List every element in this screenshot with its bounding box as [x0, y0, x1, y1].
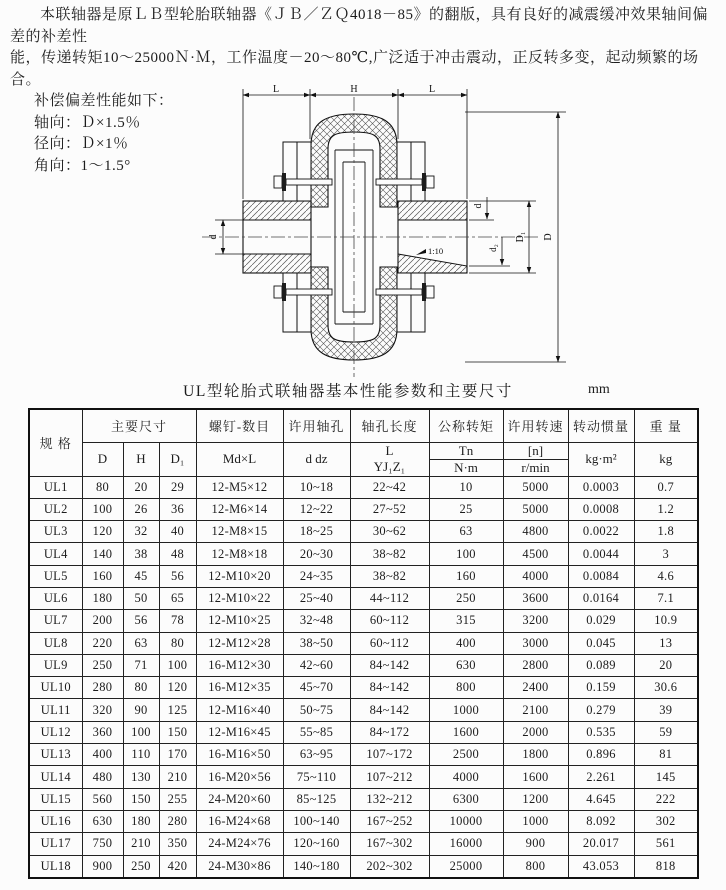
table-cell: 5000 — [503, 476, 568, 498]
table-cell: 80 — [123, 677, 159, 699]
table-cell: 100~140 — [283, 810, 350, 832]
table-cell: 32 — [123, 521, 159, 543]
table-cell: 0.089 — [568, 654, 634, 676]
table-row — [29, 810, 698, 832]
table-cell: 71 — [123, 654, 159, 676]
table-cell: 1600 — [503, 766, 568, 788]
table-cell: 222 — [634, 788, 698, 810]
table-cell: 75~110 — [283, 766, 350, 788]
table-row — [29, 788, 698, 810]
table-cell: 2.261 — [568, 766, 634, 788]
table-cell: 59 — [634, 721, 698, 743]
dim-label-d1: D₁ — [515, 231, 526, 243]
table-cell: 16-M12×35 — [196, 677, 283, 699]
table-cell: 170 — [159, 744, 196, 766]
table-cell: 12-M10×20 — [196, 565, 283, 587]
table-cell: 1000 — [429, 699, 503, 721]
table-cell: 420 — [159, 855, 196, 878]
col-header-speed: 许用转速 — [503, 409, 568, 442]
table-cell: UL12 — [29, 721, 82, 743]
centerlines — [202, 97, 538, 377]
table-cell: 900 — [82, 855, 123, 878]
table-cell: 12~22 — [283, 498, 350, 520]
table-cell: 800 — [429, 677, 503, 699]
table-cell: 55~85 — [283, 721, 350, 743]
taper-label: 1:10 — [428, 246, 444, 256]
table-cell: 50 — [123, 587, 159, 609]
table-cell: UL16 — [29, 810, 82, 832]
table-cell: 818 — [634, 855, 698, 878]
table-cell: 0.0008 — [568, 498, 634, 520]
table-cell: 38 — [123, 543, 159, 565]
table-unit: mm — [588, 382, 610, 397]
table-cell: 63 — [123, 632, 159, 654]
table-cell: 2000 — [503, 721, 568, 743]
table-cell: 60~112 — [350, 632, 429, 654]
table-cell: 107~212 — [350, 766, 429, 788]
table-cell: 255 — [159, 788, 196, 810]
table-row — [29, 587, 698, 609]
parameters-table — [28, 408, 699, 879]
table-cell: 25000 — [429, 855, 503, 878]
col-header-bore: 许用轴孔 — [283, 409, 350, 442]
table-row — [29, 677, 698, 699]
table-cell: 145 — [634, 766, 698, 788]
table-cell: 29 — [159, 476, 196, 498]
table-cell: 1.2 — [634, 498, 698, 520]
table-cell: 180 — [82, 587, 123, 609]
table-row — [29, 565, 698, 587]
table-cell: UL5 — [29, 565, 82, 587]
table-cell: 65 — [159, 587, 196, 609]
table-cell: 30~62 — [350, 521, 429, 543]
table-cell: UL11 — [29, 699, 82, 721]
table-cell: 302 — [634, 810, 698, 832]
table-cell: 120 — [82, 521, 123, 543]
table-cell: 24-M20×60 — [196, 788, 283, 810]
table-cell: 80 — [159, 632, 196, 654]
table-cell: 24-M30×86 — [196, 855, 283, 878]
table-cell: 900 — [503, 833, 568, 855]
weight-unit: kg — [634, 442, 698, 476]
table-cell: 4800 — [503, 521, 568, 543]
table-cell: UL3 — [29, 521, 82, 543]
table-cell: 280 — [82, 677, 123, 699]
table-cell: 120 — [159, 677, 196, 699]
table-row — [29, 610, 698, 632]
table-cell: 18~25 — [283, 521, 350, 543]
table-cell: 480 — [82, 766, 123, 788]
col-header-inertia: 转动惯量 — [568, 409, 634, 442]
table-cell: 84~142 — [350, 677, 429, 699]
table-cell: 220 — [82, 632, 123, 654]
table-cell: 561 — [634, 833, 698, 855]
table-cell: 16000 — [429, 833, 503, 855]
table-cell: 10000 — [429, 810, 503, 832]
table-cell: 280 — [159, 810, 196, 832]
table-cell: 0.0164 — [568, 587, 634, 609]
intro-line-1: 本联轴器是原ＬＢ型轮胎联轴器《ＪＢ／ＺＱ4018－85》的翻版，具有良好的减震缓冲效果轴间偏差的补差性 — [10, 7, 709, 45]
table-cell: 24~35 — [283, 565, 350, 587]
table-cell: 20.017 — [568, 833, 634, 855]
table-cell: 12-M16×40 — [196, 699, 283, 721]
compensation-title: 补偿偏差性能如下： — [34, 93, 174, 109]
table-cell: 110 — [123, 744, 159, 766]
table-cell: 12-M10×22 — [196, 587, 283, 609]
table-cell: UL14 — [29, 766, 82, 788]
inertia-unit: kg·m² — [568, 442, 634, 476]
col-header-weight: 重 量 — [634, 409, 698, 442]
table-cell: 3 — [634, 543, 698, 565]
table-cell: 5000 — [503, 498, 568, 520]
table-cell: 167~302 — [350, 833, 429, 855]
intro-line-2: 能，传递转矩10～25000Ｎ·Ｍ，工作温度－20～80℃,广泛适于冲击震动，正反转多变，起动频繁的场合。 — [10, 50, 699, 88]
table-cell: 81 — [634, 744, 698, 766]
dim-label-d2: d₂ — [488, 244, 498, 252]
table-cell: UL15 — [29, 788, 82, 810]
table-row — [29, 654, 698, 676]
table-cell: UL18 — [29, 855, 82, 878]
table-cell: 0.159 — [568, 677, 634, 699]
table-cell: 210 — [123, 833, 159, 855]
torque-symbol: Tn — [429, 442, 503, 459]
table-cell: UL13 — [29, 744, 82, 766]
table-cell: 80 — [82, 476, 123, 498]
table-cell: UL6 — [29, 587, 82, 609]
table-cell: 400 — [82, 744, 123, 766]
coupling-section-drawing — [180, 85, 620, 385]
compensation-radial: 径向：Ｄ×1％ — [34, 136, 129, 152]
table-cell: 26 — [123, 498, 159, 520]
table-cell: 560 — [82, 788, 123, 810]
table-cell: 2400 — [503, 677, 568, 699]
table-cell: 32~48 — [283, 610, 350, 632]
table-cell: 16-M20×56 — [196, 766, 283, 788]
dim-label-l-left: L — [272, 85, 280, 95]
table-cell: 150 — [159, 721, 196, 743]
table-cell: 25 — [429, 498, 503, 520]
table-cell: 360 — [82, 721, 123, 743]
table-cell: 0.896 — [568, 744, 634, 766]
dim-label-d-left: d — [208, 234, 219, 240]
table-cell: 0.0022 — [568, 521, 634, 543]
table-cell: 6300 — [429, 788, 503, 810]
col-header-screws: 螺钉-数目 — [196, 409, 283, 442]
table-cell: 750 — [82, 833, 123, 855]
table-cell: 0.045 — [568, 632, 634, 654]
col-header-d: D — [82, 442, 123, 476]
col-header-bore-sub: d dz — [283, 442, 350, 476]
table-cell: UL2 — [29, 498, 82, 520]
table-cell: 39 — [634, 699, 698, 721]
table-cell: 2100 — [503, 699, 568, 721]
table-cell: 38~82 — [350, 543, 429, 565]
table-cell: 45 — [123, 565, 159, 587]
table-cell: 12-M16×45 — [196, 721, 283, 743]
table-cell: 100 — [429, 543, 503, 565]
table-cell: 60~112 — [350, 610, 429, 632]
table-cell: 56 — [159, 565, 196, 587]
table-cell: 8.092 — [568, 810, 634, 832]
table-cell: 43.053 — [568, 855, 634, 878]
table-cell: 132~212 — [350, 788, 429, 810]
table-cell: 16-M16×50 — [196, 744, 283, 766]
table-cell: UL7 — [29, 610, 82, 632]
table-cell: 160 — [429, 565, 503, 587]
table-cell: 12-M12×28 — [196, 632, 283, 654]
table-cell: 12-M8×15 — [196, 521, 283, 543]
table-cell: UL1 — [29, 476, 82, 498]
table-cell: 40 — [159, 521, 196, 543]
dim-label-d-right: d — [473, 203, 484, 209]
col-header-d1: D₁ — [159, 442, 196, 476]
table-cell: 3000 — [503, 632, 568, 654]
table-cell: 0.7 — [634, 476, 698, 498]
table-cell: 2800 — [503, 654, 568, 676]
dim-label-l-right: L — [428, 85, 436, 95]
table-cell: 3200 — [503, 610, 568, 632]
table-cell: 16-M24×68 — [196, 810, 283, 832]
table-cell: 25~40 — [283, 587, 350, 609]
table-cell: 1200 — [503, 788, 568, 810]
table-cell: 0.0003 — [568, 476, 634, 498]
speed-unit: r/min — [503, 459, 568, 476]
table-cell: UL10 — [29, 677, 82, 699]
table-cell: 27~52 — [350, 498, 429, 520]
table-cell: 315 — [429, 610, 503, 632]
table-cell: 44~112 — [350, 587, 429, 609]
bore-len-symbol: L — [385, 443, 394, 458]
table-row — [29, 521, 698, 543]
table-cell: 2500 — [429, 744, 503, 766]
table-cell: 130 — [123, 766, 159, 788]
torque-unit: N·m — [429, 459, 503, 476]
col-header-torque: 公称转矩 — [429, 409, 503, 442]
table-body — [29, 476, 698, 878]
table-cell: 12-M6×14 — [196, 498, 283, 520]
table-cell: 78 — [159, 610, 196, 632]
table-cell: 45~70 — [283, 677, 350, 699]
table-row — [29, 699, 698, 721]
table-cell: 0.279 — [568, 699, 634, 721]
table-cell: 120~160 — [283, 833, 350, 855]
table-cell: 36 — [159, 498, 196, 520]
table-row — [29, 721, 698, 743]
table-cell: 20 — [634, 654, 698, 676]
table-cell: 50~75 — [283, 699, 350, 721]
table-cell: 90 — [123, 699, 159, 721]
table-cell: 4000 — [429, 766, 503, 788]
table-cell: 250 — [123, 855, 159, 878]
table-cell: 100 — [159, 654, 196, 676]
table-cell: 4.645 — [568, 788, 634, 810]
table-cell: 140~180 — [283, 855, 350, 878]
table-cell: 84~142 — [350, 699, 429, 721]
table-cell: 20 — [123, 476, 159, 498]
table-cell: 125 — [159, 699, 196, 721]
table-cell: 12-M8×18 — [196, 543, 283, 565]
table-cell: 630 — [82, 810, 123, 832]
table-row — [29, 833, 698, 855]
table-cell: 10~18 — [283, 476, 350, 498]
table-cell: 12-M5×12 — [196, 476, 283, 498]
table-cell: 320 — [82, 699, 123, 721]
table-cell: 84~142 — [350, 654, 429, 676]
table-cell: 85~125 — [283, 788, 350, 810]
dim-label-h: H — [350, 85, 358, 95]
table-cell: 3600 — [503, 587, 568, 609]
compensation-angular: 角向：1～1.5° — [34, 157, 131, 174]
table-row — [29, 498, 698, 520]
table-cell: 180 — [123, 810, 159, 832]
table-cell: 0.535 — [568, 721, 634, 743]
table-row — [29, 632, 698, 654]
table-cell: 63 — [429, 521, 503, 543]
speed-symbol: [n] — [503, 442, 568, 459]
table-cell: 0.0044 — [568, 543, 634, 565]
table-cell: 1000 — [503, 810, 568, 832]
col-header-spec: 规 格 — [29, 409, 82, 476]
col-header-bore-len-sub — [350, 442, 429, 476]
table-cell: 400 — [429, 632, 503, 654]
table-cell: 200 — [82, 610, 123, 632]
col-header-bore-len: 轴孔长度 — [350, 409, 429, 442]
table-cell: 160 — [82, 565, 123, 587]
table-cell: UL4 — [29, 543, 82, 565]
col-header-h: H — [123, 442, 159, 476]
table-cell: 20~30 — [283, 543, 350, 565]
table-cell: 210 — [159, 766, 196, 788]
table-cell: 350 — [159, 833, 196, 855]
table-cell: 100 — [123, 721, 159, 743]
bore-len-types: YJ₁Z₁ — [373, 459, 406, 474]
table-cell: 10.9 — [634, 610, 698, 632]
table-cell: UL9 — [29, 654, 82, 676]
table-row — [29, 543, 698, 565]
table-cell: 107~172 — [350, 744, 429, 766]
table-cell: 250 — [82, 654, 123, 676]
dim-label-d-outer: D — [543, 233, 554, 241]
table-cell: 4500 — [503, 543, 568, 565]
compensation-axial: 轴向：Ｄ×1.5％ — [34, 114, 141, 131]
table-cell: 4.6 — [634, 565, 698, 587]
table-cell: 0.029 — [568, 610, 634, 632]
table-cell: 30.6 — [634, 677, 698, 699]
table-cell: 16-M12×30 — [196, 654, 283, 676]
table-cell: 38~50 — [283, 632, 350, 654]
table-row — [29, 744, 698, 766]
table-cell: 4000 — [503, 565, 568, 587]
col-header-screws-sub: Md×L — [196, 442, 283, 476]
table-cell: 56 — [123, 610, 159, 632]
table-cell: 12-M10×25 — [196, 610, 283, 632]
table-cell: 150 — [123, 788, 159, 810]
table-cell: 140 — [82, 543, 123, 565]
table-cell: 100 — [82, 498, 123, 520]
table-cell: 38~82 — [350, 565, 429, 587]
table-cell: UL8 — [29, 632, 82, 654]
table-cell: UL17 — [29, 833, 82, 855]
table-cell: 10 — [429, 476, 503, 498]
table-cell: 630 — [429, 654, 503, 676]
table-cell: 22~42 — [350, 476, 429, 498]
table-row — [29, 476, 698, 498]
table-cell: 63~95 — [283, 744, 350, 766]
table-cell: 1600 — [429, 721, 503, 743]
table-cell: 48 — [159, 543, 196, 565]
table-cell: 13 — [634, 632, 698, 654]
col-header-main-dims: 主要尺寸 — [82, 409, 196, 442]
table-title: UL型轮胎式联轴器基本性能参数和主要尺寸 — [183, 383, 513, 400]
table-cell: 202~302 — [350, 855, 429, 878]
table-cell: 24-M24×76 — [196, 833, 283, 855]
table-cell: 167~252 — [350, 810, 429, 832]
table-cell: 1800 — [503, 744, 568, 766]
table-cell: 84~172 — [350, 721, 429, 743]
table-row — [29, 855, 698, 878]
table-row — [29, 766, 698, 788]
table-cell: 250 — [429, 587, 503, 609]
table-cell: 1.8 — [634, 521, 698, 543]
table-cell: 800 — [503, 855, 568, 878]
table-cell: 7.1 — [634, 587, 698, 609]
table-cell: 42~60 — [283, 654, 350, 676]
table-cell: 0.0084 — [568, 565, 634, 587]
